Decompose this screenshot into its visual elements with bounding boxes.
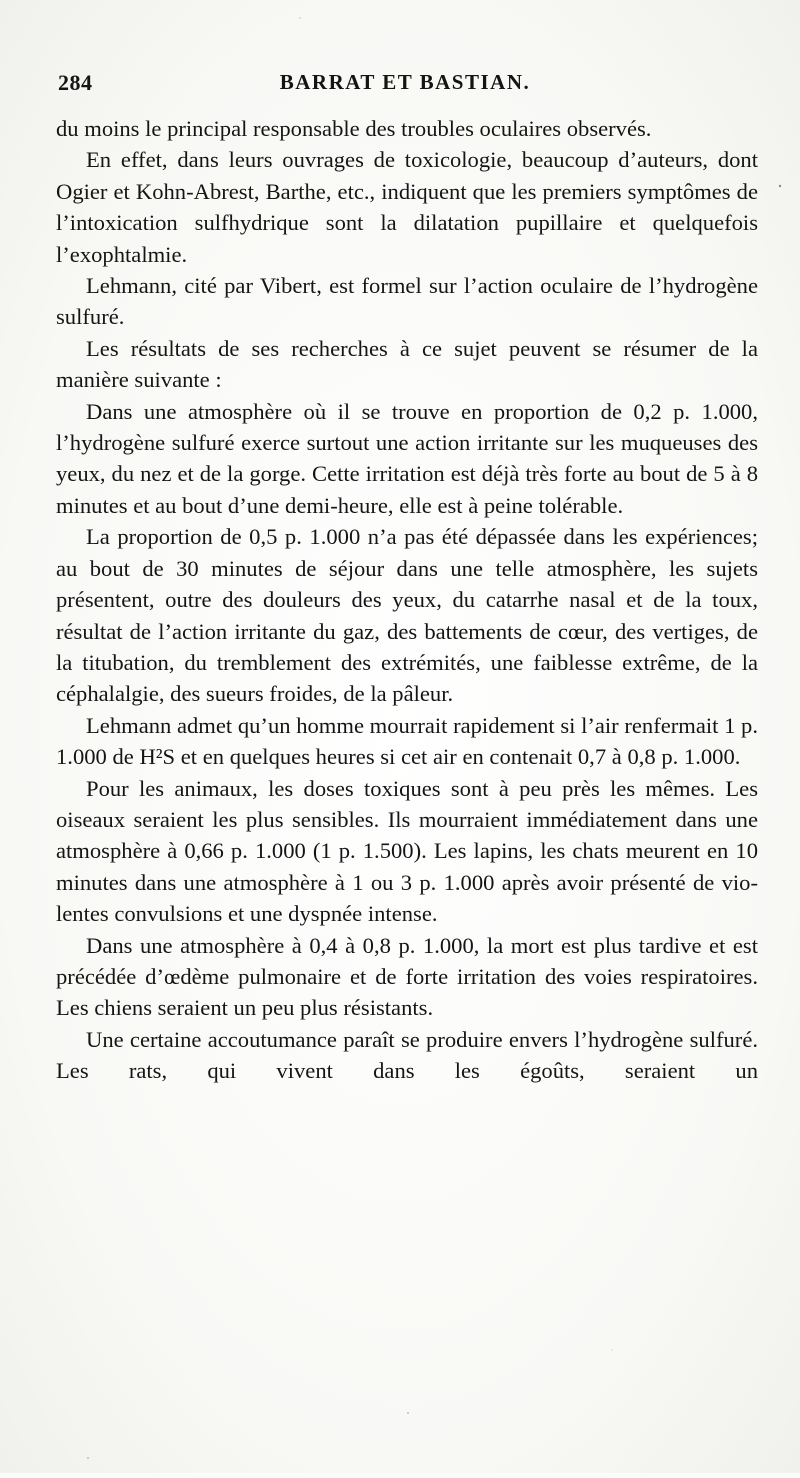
page-number: 284	[58, 70, 93, 95]
paragraph-continues-next-page: Une certaine accoutumance paraît se produire envers l’hydrogène sulfuré. Les rats, qui vivent dans les égoûts, seraient un	[56, 1026, 758, 1084]
paragraph: Lehmann admet qu’un homme mourrait rapidement si l’air renfermait 1 p. 1.000 de H²S et en quelques heures si cet air en contenait 0,7 à 0,8 p. 1.000.	[56, 712, 758, 770]
paragraph-continuation: du moins le principal responsable des troubles oculaires observés.	[56, 116, 652, 141]
paragraph: Dans une atmosphère où il se trouve en proportion de 0,2 p. 1.000, l’hydrogène sulfuré exerce surtout une action irritante sur les muqueuses des yeux, du nez et de la gorge. Cette irritation est déjà très forte au bout de 5 à 8 minutes et au bout d’une demi-heure, elle est à peine tolérable.	[56, 398, 758, 518]
paragraph: Les résultats de ses recherches à ce sujet peuvent se résumer de la manière suivante :	[56, 335, 758, 393]
running-head: BARRAT ET BASTIAN.	[279, 70, 531, 94]
paragraph: Pour les animaux, les doses toxiques sont à peu près les mêmes. Les oiseaux seraient les plus sensibles. Ils mourraient immédiatement dans une atmosphère à 0,66 p. 1.000 (1 p. 1.500). Les lapins, les chats meurent en 10 minutes dans une atmosphère à 1 ou 3 p. 1.000 après avoir présenté de violentes convulsions et une dyspnée intense.	[56, 775, 758, 927]
body-text	[56, 113, 758, 1087]
paragraph: Dans une atmosphère à 0,4 à 0,8 p. 1.000, la mort est plus tardive et est précédée d’œdème pulmonaire et de forte irritation des voies respiratoires. Les chiens seraient un peu plus résistants.	[56, 932, 758, 1021]
paragraph: Lehmann, cité par Vibert, est formel sur l’action oculaire de l’hydrogène sulfuré.	[56, 273, 758, 330]
page-header	[56, 70, 754, 104]
paragraph: En effet, dans leurs ouvrages de toxicologie, beaucoup d’auteurs, dont Ogier et Kohn-Abrest, Barthe, etc., indiquent que les premiers symptômes de l’intoxication sulfhydrique sont la dilatation pupillaire et quelquefois l’exophtalmie.	[56, 147, 758, 267]
paragraph: La proportion de 0,5 p. 1.000 n’a pas été dépassée dans les expériences; au bout de 30 minutes de séjour dans une telle atmosphère, les sujets présentent, outre des douleurs des yeux, du catarrhe nasal et de la toux, résultat de l’action irritante du gaz, des battements de cœur, des vertiges, de la titubation, du tremblement des extrémités, une faiblesse extrême, de la céphalalgie, des sueurs froides, de la pâleur.	[56, 524, 758, 707]
